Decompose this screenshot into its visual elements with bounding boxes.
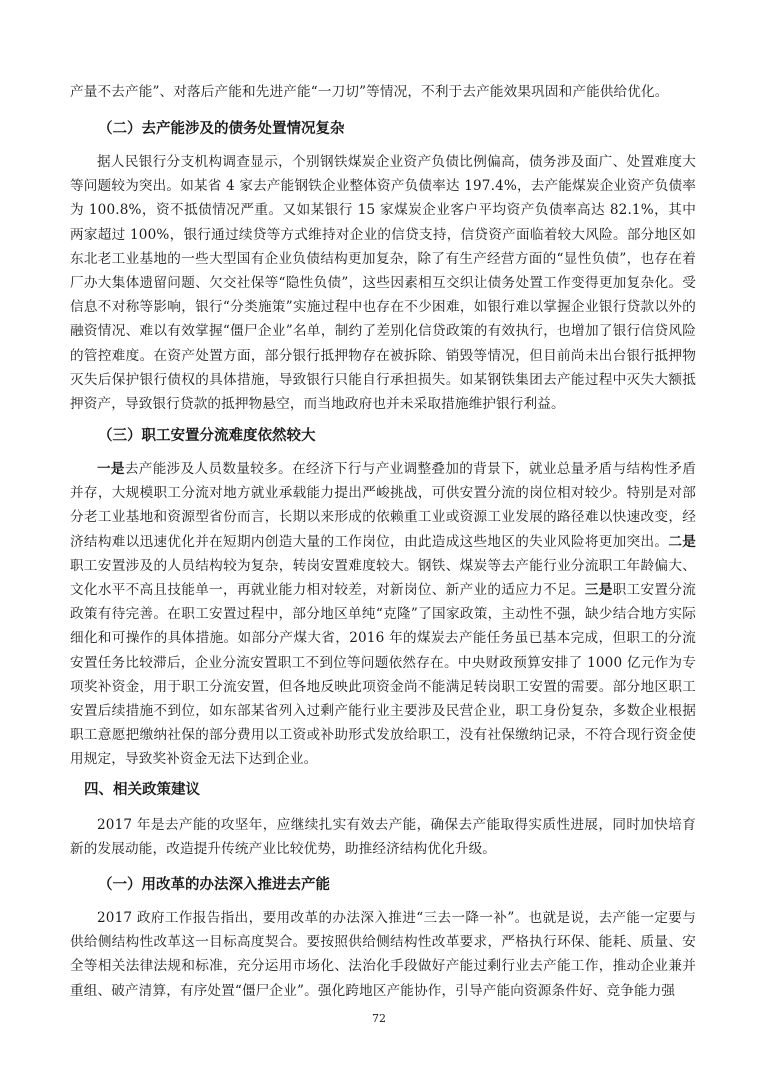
staff-text-1: 去产能涉及人员数量较多。在经济下行与产业调整叠加的背景下，就业总量矛盾与结构性矛盾并存，大规模职工分流对地方就业承载能力提出严峻挑战，可供安置分流的岗位相对较少。特别是对部分老工业基地和资源型省份而言，长期以来形成的依赖重工业或资源工业发展的路径难以快速改变，经济结构难以迅速优化并在短期内创造大量的工作岗位，由此造成这些地区的失业风险将更加突出。 xyxy=(70,461,696,550)
lead-first: 一是 xyxy=(97,461,125,477)
staff-paragraph xyxy=(70,457,696,772)
staff-text-3: 职工安置分流政策有待完善。在职工安置过程中，部分地区单纯“克隆”了国家政策，主动性不强，缺少结合地方实际细化和可操作的具体措施。如部分产煤大省，2016 年的煤炭去产能任务虽已基本完成，但职工的分流安置任务比较滞后，企业分流安置职工不到位等问题依然存在。中央财政预算安排了 1000 亿元作为专项奖补资金，用于职工分流安置，但各地反映此项资金尚不能满足转岗职工安置的需要。部分地区职工安置后续措施不到位，如东部某省列入过剩产能行业主要涉及民营企业，职工身份复杂，多数企业根据职工意愿把缴纳社保的部分费用以工资或补助形式发放给职工，没有社保缴纳记录，不符合现行资金使用规定，导致奖补资金无法下达到企业。 xyxy=(70,582,696,768)
staff-text-2: 职工安置涉及的人员结构较为复杂，转岗安置难度较大。钢铁、煤炭等去产能行业分流职工年龄偏大、文化水平不高且技能单一，再就业能力相对较差，对新岗位、新产业的适应力不足。 xyxy=(70,557,696,599)
policy-paragraph: 2017 年是去产能的攻坚年，应继续扎实有效去产能，确保去产能取得实质性进展，同时加快培育新的发展动能，改造提升传统产业比较优势，助推经济结构优化升级。 xyxy=(70,817,696,858)
intro-paragraph: 产量不去产能”、对落后产能和先进产能“一刀切”等情况，不利于去产能效果巩固和产能供给优化。 xyxy=(70,84,669,100)
lead-second: 二是 xyxy=(668,533,696,550)
reform-paragraph: 2017 政府工作报告指出，要用改革的办法深入推进“三去一降一补”。也就是说，去产能一定要与供给侧结构性改革这一目标高度契合。要按照供给侧结构性改革要求，严格执行环保、能耗、质量、安全等相关法律法规和标准，充分运用市场化、法治化手段做好产能过剩行业去产能工作，推动企业兼并重组、破产清算，有序处置“僵尸企业”。强化跨地区产能协作，引导产能向资源条件好、竞争能力强 xyxy=(70,910,696,999)
page-number: 72 xyxy=(372,1012,386,1025)
heading-debt-disposal: （二）去产能涉及的债务处置情况复杂 xyxy=(98,121,345,137)
debt-paragraph: 据人民银行分支机构调查显示，个别钢铁煤炭企业资产负债比例偏高，债务涉及面广、处置难度大等问题较为突出。如某省 4 家去产能钢铁企业整体资产负债率达 197.4%，去产能煤炭企业资产负债率为 100.8%，资不抵债情况严重。又如某银行 15 家煤炭企业客户平均资产负债率高达 82.1%，其中两家超过 100%，银行通过续贷等方式维持对企业的信贷支持，信贷资产面临着较大风险。部分地区如东北老工业基地的一些大型国有企业负债结构更加复杂，除了有生产经营方面的“显性负债”，也存在着厂办大集体遗留问题、欠交社保等“隐性负债”，这些因素相互交织让债务处置工作变得更加复杂化。受信息不对称等影响，银行“分类施策”实施过程中也存在不少困难，如银行难以掌握企业银行贷款以外的融资情况、难以有效掌握“僵尸企业”名单，制约了差别化信贷政策的有效执行，也增加了银行信贷风险的管控难度。在资产处置方面，部分银行抵押物存在被拆除、销毁等情况，但目前尚未出台银行抵押物灭失后保护银行债权的具体措施，导致银行只能自行承担损失。如某钢铁集团去产能过程中灭失大额抵押资产，导致银行贷款的抵押物悬空，而当地政府也并未采取措施维护银行利益。 xyxy=(70,154,696,413)
heading-policy-suggestions: 四、相关政策建议 xyxy=(84,782,200,798)
heading-reform-approach: （一）用改革的办法深入推进去产能 xyxy=(98,877,330,893)
lead-third: 三是 xyxy=(584,582,613,599)
heading-staff-placement: （三）职工安置分流难度依然较大 xyxy=(98,428,316,444)
